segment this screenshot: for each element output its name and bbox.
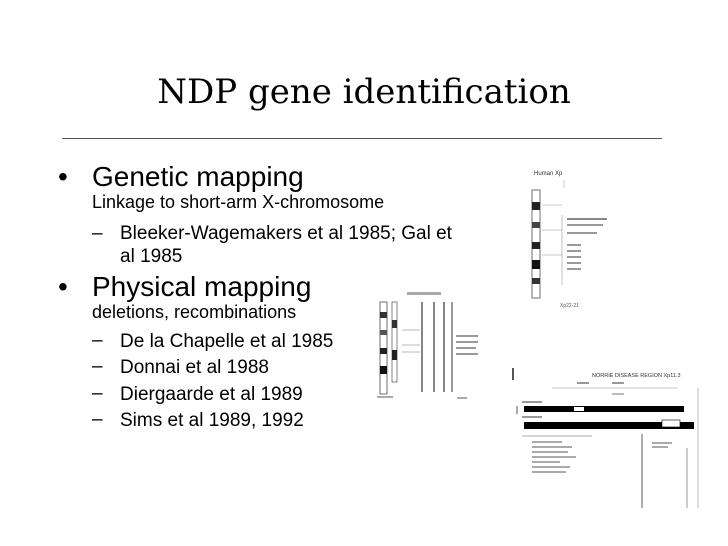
reference-item: Bleeker-Wagemakers et al 1985; Gal et	[120, 223, 452, 244]
deletion-map-figure	[372, 290, 502, 410]
dash-marker: –	[92, 330, 103, 351]
dash-marker: –	[92, 409, 103, 430]
slide-title: NDP gene identification	[157, 72, 571, 112]
dash-marker: –	[92, 383, 103, 404]
bullet-subtitle: deletions, recombinations	[92, 302, 297, 322]
bullet-subtitle: Linkage to short-arm X-chromosome	[92, 192, 385, 212]
bullet-marker: •	[58, 161, 68, 192]
reference-item: Sims et al 1989, 1992	[120, 410, 304, 431]
dash-marker: –	[92, 356, 103, 377]
reference-item: Diergaarde et al 1989	[120, 384, 303, 405]
figure-footer: Xp22-21	[560, 303, 579, 309]
reference-item: De la Chapelle et al 1985	[120, 331, 334, 352]
reference-item: Donnai et al 1988	[120, 357, 269, 378]
title-divider	[62, 138, 662, 139]
norrie-region-figure	[512, 368, 712, 516]
bullet-marker: •	[58, 271, 68, 302]
figure-header: Human Xp	[534, 171, 563, 177]
chromosome-map-figure	[512, 160, 622, 310]
reference-item: al 1985	[120, 246, 183, 267]
dash-marker: –	[92, 223, 103, 244]
bullet-genetic-mapping: Genetic mapping	[92, 161, 304, 192]
bullet-physical-mapping: Physical mapping	[92, 271, 312, 302]
figure-header: NORRIE DISEASE REGION Xp11.3	[592, 373, 681, 379]
